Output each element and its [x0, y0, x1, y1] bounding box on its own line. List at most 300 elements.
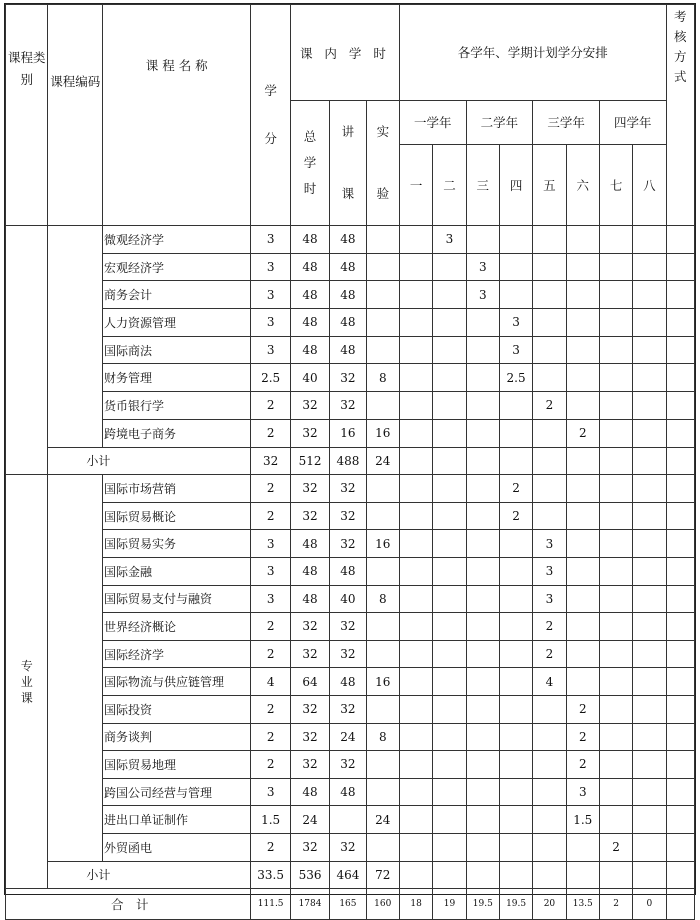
grand-total-semester: 18 [399, 889, 432, 920]
course-code-cell [48, 475, 103, 861]
semester-credit-cell [599, 806, 632, 834]
credit-cell: 2 [251, 392, 290, 420]
subtotal-semester-cell [633, 861, 666, 889]
semester-credit-cell [466, 723, 499, 751]
course-row [6, 640, 695, 668]
assessment-cell [666, 419, 694, 447]
course-row [6, 419, 695, 447]
header-hours-group: 课 内 学 时 [290, 5, 399, 101]
subtotal-row [6, 861, 695, 889]
semester-credit-cell [633, 392, 666, 420]
semester-credit-cell [599, 502, 632, 530]
total-hours-cell: 32 [290, 833, 329, 861]
credit-cell: 3 [251, 336, 290, 364]
lab-hours-cell [366, 502, 399, 530]
subtotal-semester-cell [633, 447, 666, 475]
semester-credit-cell [433, 364, 466, 392]
semester-credit-cell [566, 253, 599, 281]
semester-credit-cell [433, 281, 466, 309]
course-row [6, 502, 695, 530]
semester-credit-cell [499, 530, 532, 558]
lab-hours-cell [366, 613, 399, 641]
header-plan-group: 各学年、学期计划学分安排 [399, 5, 666, 101]
semester-credit-cell: 2 [566, 695, 599, 723]
lab-hours-cell [366, 833, 399, 861]
course-row [6, 585, 695, 613]
semester-credit-cell: 3 [533, 585, 566, 613]
course-code-cell [48, 226, 103, 448]
lab-hours-cell [366, 336, 399, 364]
subtotal-semester-cell [533, 861, 566, 889]
course-name: 国际投资 [102, 695, 250, 723]
credit-cell: 3 [251, 557, 290, 585]
semester-credit-cell: 3 [499, 309, 532, 337]
course-row [6, 336, 695, 364]
semester-credit-cell [566, 530, 599, 558]
semester-credit-cell [466, 778, 499, 806]
lecture-hours-cell: 16 [330, 419, 366, 447]
semester-credit-cell [399, 502, 432, 530]
semester-credit-cell: 3 [499, 336, 532, 364]
semester-credit-cell: 1.5 [566, 806, 599, 834]
semester-credit-cell [499, 613, 532, 641]
course-plan-sheet [4, 3, 696, 913]
assessment-cell [666, 336, 694, 364]
assessment-cell [666, 640, 694, 668]
subtotal-semester-cell [399, 861, 432, 889]
subtotal-lab-hours: 24 [366, 447, 399, 475]
semester-credit-cell [533, 833, 566, 861]
assessment-cell [666, 861, 694, 889]
semester-credit-cell [499, 392, 532, 420]
header-total-hours: 总学时 [290, 101, 329, 226]
semester-credit-cell [599, 309, 632, 337]
course-name: 国际商法 [102, 336, 250, 364]
header-semester: 一 [399, 144, 432, 225]
assessment-cell [666, 557, 694, 585]
semester-credit-cell [533, 253, 566, 281]
semester-credit-cell [399, 530, 432, 558]
header-semester: 二 [433, 144, 466, 225]
semester-credit-cell [633, 419, 666, 447]
semester-credit-cell: 2 [566, 751, 599, 779]
credit-cell: 2 [251, 751, 290, 779]
semester-credit-cell [466, 751, 499, 779]
semester-credit-cell [633, 751, 666, 779]
credit-cell: 3 [251, 309, 290, 337]
course-row [6, 557, 695, 585]
semester-credit-cell [599, 778, 632, 806]
semester-credit-cell [566, 309, 599, 337]
semester-credit-cell [466, 475, 499, 503]
semester-credit-cell [566, 475, 599, 503]
semester-credit-cell [599, 419, 632, 447]
semester-credit-cell [466, 336, 499, 364]
lecture-hours-cell: 32 [330, 640, 366, 668]
semester-credit-cell [399, 557, 432, 585]
semester-credit-cell [633, 613, 666, 641]
semester-credit-cell [566, 640, 599, 668]
semester-credit-cell [533, 336, 566, 364]
semester-credit-cell [433, 695, 466, 723]
lab-hours-cell: 8 [366, 364, 399, 392]
semester-credit-cell [633, 585, 666, 613]
subtotal-semester-cell [466, 861, 499, 889]
semester-credit-cell [533, 226, 566, 254]
subtotal-total-hours: 536 [290, 861, 329, 889]
total-hours-cell: 32 [290, 723, 329, 751]
category-cell: 专业课 [6, 475, 48, 889]
credit-cell: 3 [251, 253, 290, 281]
semester-credit-cell [633, 723, 666, 751]
semester-credit-cell [566, 336, 599, 364]
total-hours-cell: 48 [290, 226, 329, 254]
semester-credit-cell [399, 392, 432, 420]
semester-credit-cell [399, 475, 432, 503]
grand-total-semester: 2 [599, 889, 632, 920]
lecture-hours-cell: 32 [330, 475, 366, 503]
assessment-cell [666, 226, 694, 254]
assessment-cell [666, 309, 694, 337]
course-row [6, 751, 695, 779]
semester-credit-cell [433, 640, 466, 668]
assessment-cell [666, 668, 694, 696]
semester-credit-cell [566, 281, 599, 309]
semester-credit-cell [399, 833, 432, 861]
semester-credit-cell [499, 253, 532, 281]
semester-credit-cell [466, 640, 499, 668]
semester-credit-cell [466, 392, 499, 420]
lecture-hours-cell: 32 [330, 613, 366, 641]
total-hours-cell: 32 [290, 475, 329, 503]
assessment-cell [666, 751, 694, 779]
header-semester: 三 [466, 144, 499, 225]
semester-credit-cell [599, 751, 632, 779]
course-row [6, 695, 695, 723]
semester-credit-cell [433, 336, 466, 364]
subtotal-label: 小计 [48, 447, 251, 475]
total-hours-cell: 48 [290, 336, 329, 364]
subtotal-semester-cell [599, 447, 632, 475]
grand-total-lab: 160 [366, 889, 399, 920]
credit-cell: 2.5 [251, 364, 290, 392]
assessment-cell [666, 778, 694, 806]
subtotal-semester-cell [499, 861, 532, 889]
semester-credit-cell: 2 [499, 475, 532, 503]
semester-credit-cell [399, 751, 432, 779]
credit-cell: 4 [251, 668, 290, 696]
lab-hours-cell [366, 281, 399, 309]
semester-credit-cell [433, 668, 466, 696]
semester-credit-cell [633, 364, 666, 392]
course-row [6, 778, 695, 806]
credit-cell: 3 [251, 281, 290, 309]
semester-credit-cell [599, 695, 632, 723]
header-year-1: 一学年 [399, 101, 466, 145]
lecture-hours-cell: 48 [330, 336, 366, 364]
course-row [6, 309, 695, 337]
course-row [6, 668, 695, 696]
semester-credit-cell [499, 806, 532, 834]
semester-credit-cell [399, 806, 432, 834]
grand-total-semester: 19.5 [466, 889, 499, 920]
course-name: 宏观经济学 [102, 253, 250, 281]
header-lecture: 讲课 [330, 101, 366, 226]
lecture-hours-cell: 32 [330, 751, 366, 779]
total-hours-cell: 48 [290, 253, 329, 281]
credit-cell: 2 [251, 475, 290, 503]
semester-credit-cell [399, 778, 432, 806]
semester-credit-cell [533, 419, 566, 447]
semester-credit-cell [599, 530, 632, 558]
course-name: 国际物流与供应链管理 [102, 668, 250, 696]
category-cell [6, 226, 48, 475]
course-row [6, 723, 695, 751]
semester-credit-cell [566, 392, 599, 420]
semester-credit-cell [499, 640, 532, 668]
semester-credit-cell [633, 833, 666, 861]
semester-credit-cell [566, 668, 599, 696]
semester-credit-cell [599, 723, 632, 751]
lecture-hours-cell: 48 [330, 668, 366, 696]
lab-hours-cell [366, 392, 399, 420]
course-name: 外贸函电 [102, 833, 250, 861]
credit-cell: 2 [251, 419, 290, 447]
semester-credit-cell: 2 [533, 613, 566, 641]
semester-credit-cell [466, 833, 499, 861]
header-semester: 七 [599, 144, 632, 225]
semester-credit-cell [433, 833, 466, 861]
assessment-cell [666, 502, 694, 530]
semester-credit-cell [433, 253, 466, 281]
semester-credit-cell [433, 392, 466, 420]
lab-hours-cell [366, 778, 399, 806]
subtotal-semester-cell [566, 447, 599, 475]
subtotal-semester-cell [433, 861, 466, 889]
assessment-cell [666, 253, 694, 281]
assessment-cell [666, 695, 694, 723]
credit-cell: 2 [251, 833, 290, 861]
semester-credit-cell [399, 364, 432, 392]
semester-credit-cell: 2 [566, 723, 599, 751]
semester-credit-cell [466, 364, 499, 392]
semester-credit-cell [433, 751, 466, 779]
total-hours-cell: 48 [290, 585, 329, 613]
semester-credit-cell [599, 226, 632, 254]
semester-credit-cell [399, 668, 432, 696]
semester-credit-cell [633, 253, 666, 281]
semester-credit-cell [433, 557, 466, 585]
total-hours-cell: 48 [290, 778, 329, 806]
course-name: 国际贸易概论 [102, 502, 250, 530]
semester-credit-cell: 2 [533, 392, 566, 420]
semester-credit-cell [499, 226, 532, 254]
subtotal-lab-hours: 72 [366, 861, 399, 889]
total-hours-cell: 48 [290, 309, 329, 337]
lecture-hours-cell: 32 [330, 530, 366, 558]
subtotal-semester-cell [433, 447, 466, 475]
total-hours-cell: 24 [290, 806, 329, 834]
semester-credit-cell [433, 585, 466, 613]
semester-credit-cell [533, 281, 566, 309]
semester-credit-cell [599, 336, 632, 364]
subtotal-row [6, 447, 695, 475]
credit-cell: 2 [251, 640, 290, 668]
semester-credit-cell [466, 419, 499, 447]
semester-credit-cell [633, 695, 666, 723]
total-hours-cell: 64 [290, 668, 329, 696]
semester-credit-cell [633, 281, 666, 309]
semester-credit-cell [599, 364, 632, 392]
lab-hours-cell: 8 [366, 585, 399, 613]
course-name: 商务谈判 [102, 723, 250, 751]
header-course-name: 课 程 名 称 [102, 5, 250, 226]
total-hours-cell: 32 [290, 392, 329, 420]
course-name: 商务会计 [102, 281, 250, 309]
semester-credit-cell [566, 613, 599, 641]
assessment-cell [666, 281, 694, 309]
semester-credit-cell [566, 833, 599, 861]
lab-hours-cell [366, 695, 399, 723]
assessment-cell [666, 833, 694, 861]
grand-total-hours: 1784 [290, 889, 329, 920]
semester-credit-cell [499, 833, 532, 861]
semester-credit-cell [466, 502, 499, 530]
semester-credit-cell [599, 392, 632, 420]
semester-credit-cell [433, 475, 466, 503]
course-name: 跨境电子商务 [102, 419, 250, 447]
semester-credit-cell [533, 695, 566, 723]
semester-credit-cell [533, 806, 566, 834]
course-row [6, 530, 695, 558]
course-row [6, 392, 695, 420]
course-row [6, 226, 695, 254]
semester-credit-cell [399, 281, 432, 309]
semester-credit-cell: 3 [433, 226, 466, 254]
semester-credit-cell: 2 [566, 419, 599, 447]
course-row [6, 833, 695, 861]
semester-credit-cell: 4 [533, 668, 566, 696]
header-semester: 八 [633, 144, 666, 225]
header-assessment: 考核方式 [666, 5, 694, 226]
semester-credit-cell [466, 613, 499, 641]
semester-credit-cell [433, 309, 466, 337]
grand-total-credit: 111.5 [251, 889, 290, 920]
total-hours-cell: 32 [290, 640, 329, 668]
course-name: 进出口单证制作 [102, 806, 250, 834]
assessment-cell [666, 585, 694, 613]
lab-hours-cell: 16 [366, 530, 399, 558]
course-name: 国际贸易地理 [102, 751, 250, 779]
semester-credit-cell: 2 [533, 640, 566, 668]
semester-credit-cell [533, 309, 566, 337]
semester-credit-cell [599, 475, 632, 503]
semester-credit-cell: 3 [566, 778, 599, 806]
grand-total-label: 合 计 [6, 889, 251, 920]
lecture-hours-cell: 32 [330, 364, 366, 392]
header-year-3: 三学年 [533, 101, 600, 145]
course-name: 人力资源管理 [102, 309, 250, 337]
subtotal-lecture-hours: 464 [330, 861, 366, 889]
course-row [6, 281, 695, 309]
semester-credit-cell [599, 613, 632, 641]
lab-hours-cell [366, 475, 399, 503]
subtotal-semester-cell [599, 861, 632, 889]
semester-credit-cell [466, 668, 499, 696]
semester-credit-cell [399, 419, 432, 447]
credit-cell: 2 [251, 695, 290, 723]
semester-credit-cell [633, 475, 666, 503]
subtotal-semester-cell [466, 447, 499, 475]
lecture-hours-cell: 48 [330, 309, 366, 337]
lecture-hours-cell: 32 [330, 695, 366, 723]
lecture-hours-cell: 48 [330, 226, 366, 254]
header-semester: 五 [533, 144, 566, 225]
semester-credit-cell [499, 557, 532, 585]
assessment-cell [666, 364, 694, 392]
total-hours-cell: 48 [290, 281, 329, 309]
semester-credit-cell [633, 640, 666, 668]
semester-credit-cell [399, 613, 432, 641]
assessment-cell [666, 530, 694, 558]
semester-credit-cell [399, 723, 432, 751]
lecture-hours-cell: 32 [330, 502, 366, 530]
total-hours-cell: 40 [290, 364, 329, 392]
lecture-hours-cell: 32 [330, 392, 366, 420]
header-year-2: 二学年 [466, 101, 533, 145]
lab-hours-cell [366, 309, 399, 337]
lab-hours-cell: 8 [366, 723, 399, 751]
semester-credit-cell: 2 [599, 833, 632, 861]
grand-total-semester: 19 [433, 889, 466, 920]
course-row [6, 364, 695, 392]
semester-credit-cell [399, 226, 432, 254]
lab-hours-cell [366, 640, 399, 668]
course-name: 国际贸易实务 [102, 530, 250, 558]
semester-credit-cell [499, 695, 532, 723]
grand-total-lecture: 165 [330, 889, 366, 920]
semester-credit-cell [499, 281, 532, 309]
semester-credit-cell [599, 281, 632, 309]
semester-credit-cell: 2.5 [499, 364, 532, 392]
total-hours-cell: 48 [290, 557, 329, 585]
lecture-hours-cell: 48 [330, 281, 366, 309]
semester-credit-cell [399, 695, 432, 723]
header-semester: 四 [499, 144, 532, 225]
header-lab: 实验 [366, 101, 399, 226]
course-name: 世界经济概论 [102, 613, 250, 641]
semester-credit-cell [399, 585, 432, 613]
subtotal-label: 小计 [48, 861, 251, 889]
course-plan-table [5, 4, 695, 920]
semester-credit-cell [566, 226, 599, 254]
course-name: 国际市场营销 [102, 475, 250, 503]
semester-credit-cell [633, 557, 666, 585]
lecture-hours-cell: 48 [330, 557, 366, 585]
semester-credit-cell: 3 [533, 530, 566, 558]
course-row [6, 475, 695, 503]
subtotal-total-hours: 512 [290, 447, 329, 475]
course-name: 货币银行学 [102, 392, 250, 420]
total-hours-cell: 48 [290, 530, 329, 558]
semester-credit-cell [533, 364, 566, 392]
semester-credit-cell [633, 668, 666, 696]
semester-credit-cell [399, 336, 432, 364]
semester-credit-cell: 2 [499, 502, 532, 530]
header-year-4: 四学年 [599, 101, 666, 145]
credit-cell: 1.5 [251, 806, 290, 834]
credit-cell: 2 [251, 723, 290, 751]
